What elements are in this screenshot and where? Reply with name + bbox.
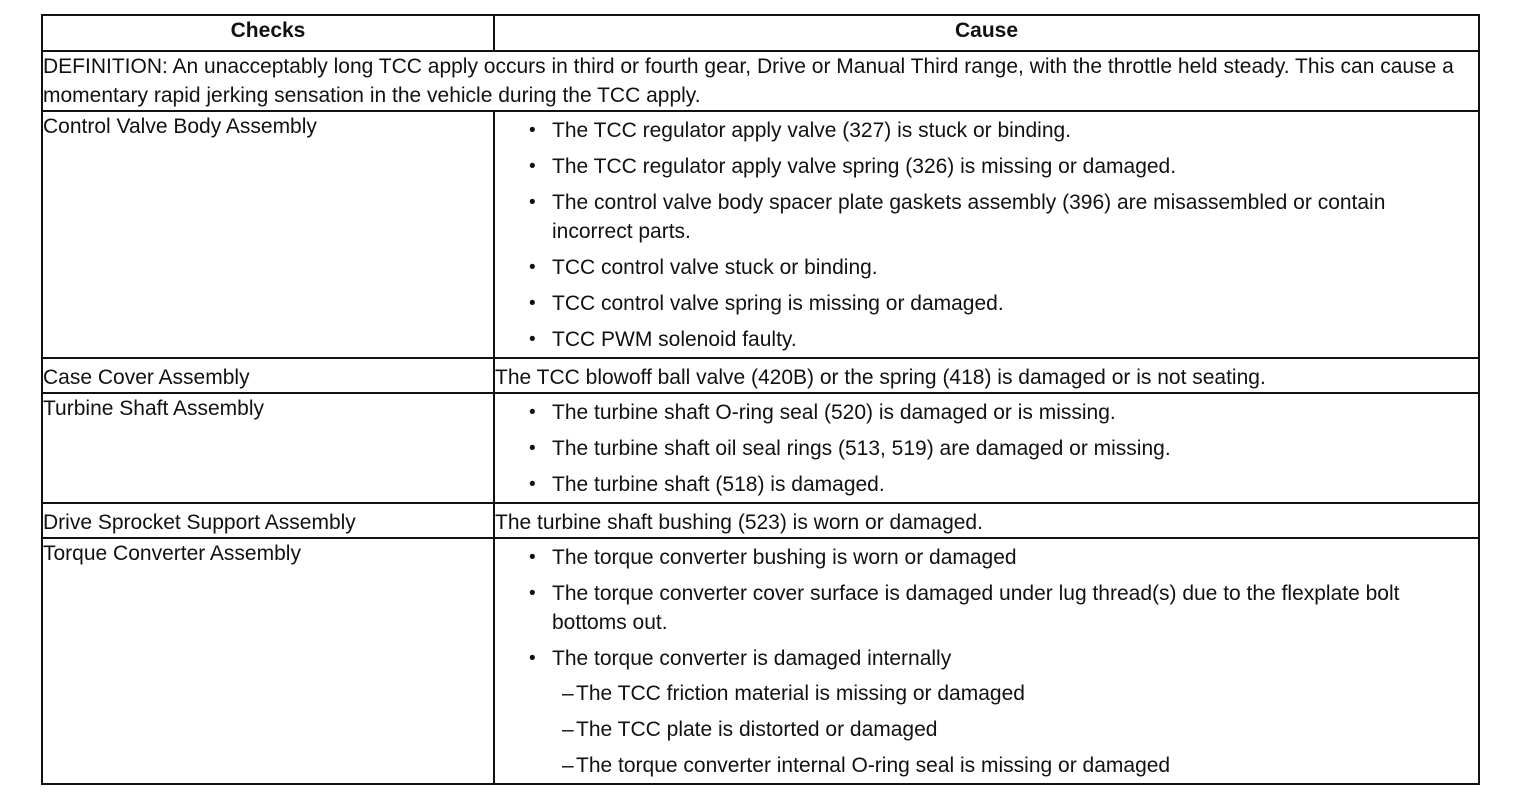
table-row xyxy=(42,538,1479,784)
cause-cell xyxy=(494,538,1479,784)
diagnostic-table xyxy=(41,14,1480,785)
bullet-icon: • xyxy=(529,192,536,213)
cause-item xyxy=(526,398,1468,427)
cause-text: The torque converter bushing is worn or damaged xyxy=(552,546,1017,569)
dash-icon: – xyxy=(562,718,574,741)
cause-item xyxy=(526,289,1468,318)
cause-text: The control valve body spacer plate gaskets assembly (396) are misassembled or contain incorrect parts. xyxy=(552,191,1386,243)
subcause-text: The TCC friction material is missing or damaged xyxy=(576,682,1025,705)
cause-text: The TCC regulator apply valve (327) is stuck or binding. xyxy=(552,119,1072,142)
check-cell: Control Valve Body Assembly xyxy=(42,111,494,358)
subcause-text: The TCC plate is distorted or damaged xyxy=(576,718,938,741)
dash-icon: – xyxy=(562,682,574,705)
bullet-icon: • xyxy=(529,648,536,669)
cause-text: The TCC regulator apply valve spring (326) is missing or damaged. xyxy=(552,155,1177,178)
table-row xyxy=(42,503,1479,538)
definition-text: DEFINITION: An unacceptably long TCC apply occurs in third or fourth gear, Drive or Manual Third range, with the throttle held steady. This can cause a momentary rapid jerking sensation in the vehicle during the TCC apply. xyxy=(42,51,1479,111)
bullet-icon: • xyxy=(529,257,536,278)
bullet-icon: • xyxy=(529,474,536,495)
cause-item xyxy=(526,434,1468,463)
check-cell: Torque Converter Assembly xyxy=(42,538,494,784)
bullet-icon: • xyxy=(529,547,536,568)
subcause-item xyxy=(564,679,1468,708)
cause-item xyxy=(526,188,1468,246)
check-cell: Drive Sprocket Support Assembly xyxy=(42,503,494,538)
cause-item xyxy=(526,644,1468,780)
cause-text: The turbine shaft oil seal rings (513, 519) are damaged or missing. xyxy=(552,437,1171,460)
cause-text: TCC PWM solenoid faulty. xyxy=(552,328,797,351)
cause-cell: The turbine shaft bushing (523) is worn or damaged. xyxy=(494,503,1479,538)
check-cell: Turbine Shaft Assembly xyxy=(42,393,494,503)
cause-list xyxy=(495,539,1478,783)
cause-text: TCC control valve stuck or binding. xyxy=(552,256,878,279)
header-row xyxy=(42,15,1479,51)
bullet-icon: • xyxy=(529,402,536,423)
table-row xyxy=(42,111,1479,358)
table-row xyxy=(42,393,1479,503)
cause-cell xyxy=(494,393,1479,503)
bullet-icon: • xyxy=(529,329,536,350)
cause-text: The torque converter cover surface is damaged under lug thread(s) due to the flexplate bolt bottoms out. xyxy=(552,582,1400,634)
bullet-icon: • xyxy=(529,583,536,604)
definition-row xyxy=(42,51,1479,111)
subcause-text: The torque converter internal O-ring seal is missing or damaged xyxy=(576,754,1171,777)
subcause-item xyxy=(564,715,1468,744)
bullet-icon: • xyxy=(529,120,536,141)
cause-item xyxy=(526,579,1468,637)
cause-text: The turbine shaft O-ring seal (520) is damaged or is missing. xyxy=(552,401,1116,424)
cause-text: The turbine shaft (518) is damaged. xyxy=(552,473,885,496)
table-row xyxy=(42,358,1479,393)
subcause-item xyxy=(564,751,1468,780)
bullet-icon: • xyxy=(529,156,536,177)
cause-item xyxy=(526,116,1468,145)
bullet-icon: • xyxy=(529,438,536,459)
column-header-checks: Checks xyxy=(42,15,494,51)
subcause-list xyxy=(564,679,1468,780)
cause-cell: The TCC blowoff ball valve (420B) or the spring (418) is damaged or is not seating. xyxy=(494,358,1479,393)
cause-item xyxy=(526,470,1468,499)
column-header-cause: Cause xyxy=(494,15,1479,51)
cause-item xyxy=(526,152,1468,181)
cause-text: TCC control valve spring is missing or damaged. xyxy=(552,292,1004,315)
dash-icon: – xyxy=(562,754,574,777)
cause-list xyxy=(495,394,1478,502)
check-cell: Case Cover Assembly xyxy=(42,358,494,393)
cause-item xyxy=(526,543,1468,572)
cause-text: The torque converter is damaged internally xyxy=(552,647,952,670)
cause-cell xyxy=(494,111,1479,358)
cause-item xyxy=(526,325,1468,354)
cause-list xyxy=(495,112,1478,357)
bullet-icon: • xyxy=(529,293,536,314)
cause-item xyxy=(526,253,1468,282)
